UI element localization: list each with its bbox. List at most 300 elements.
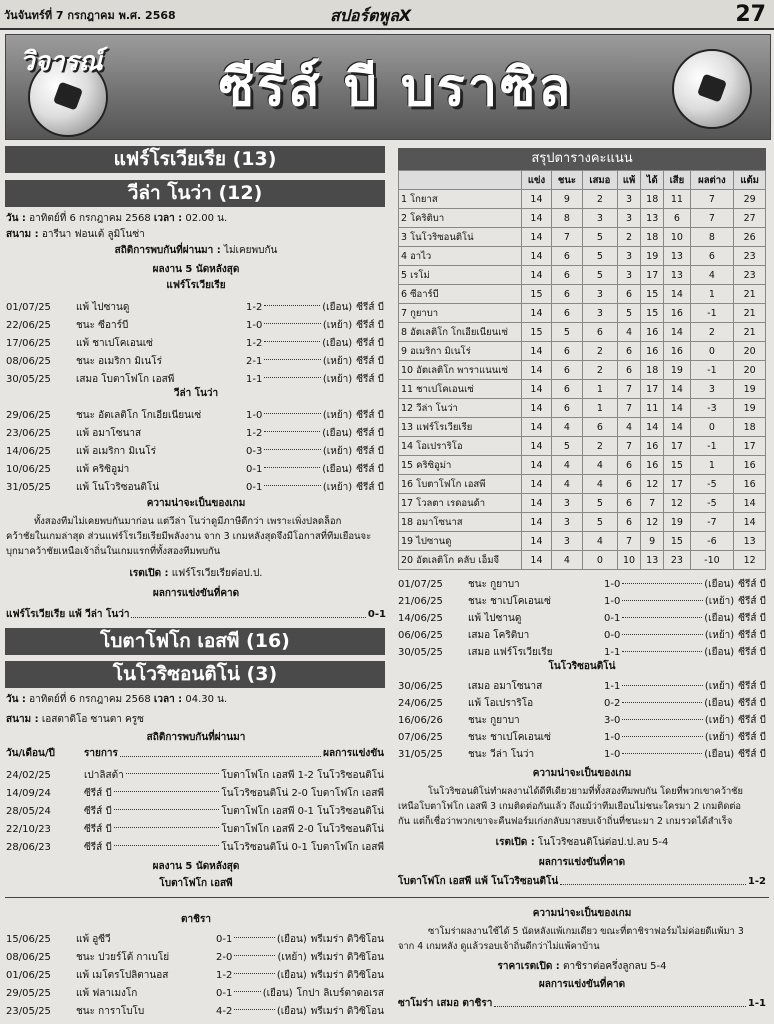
- result-venue: (เหย้า): [322, 481, 353, 493]
- standings-cell: 14: [664, 323, 690, 342]
- standings-cell: 6: [551, 342, 582, 361]
- standings-cell: 14: [734, 494, 766, 513]
- standings-cell: 20: [734, 342, 766, 361]
- standings-cell: 13: [664, 247, 690, 266]
- h2h-date: 22/10/23: [6, 823, 51, 835]
- result-date: 30/06/25: [398, 681, 443, 692]
- result-opponent: แพ้ อูซีวี: [76, 933, 111, 945]
- banner-subtitle: วิจารณ์: [20, 47, 103, 77]
- standings-cell: 14: [522, 304, 552, 323]
- result-score: 0-2: [604, 698, 621, 709]
- h2h-competition: ซีรีส์ บี: [84, 805, 112, 817]
- standings-cell: 3: [551, 513, 582, 532]
- result-row: [398, 712, 766, 729]
- standings-cell: 18: [734, 418, 766, 437]
- result-league: ซีรีส์ บี: [356, 337, 384, 349]
- result-venue: (เยือน): [322, 427, 353, 439]
- standings-cell: 14: [522, 456, 552, 475]
- standings-team: 17 โวลตา เรดอนด้า: [399, 494, 522, 513]
- result-venue: (เหย้า): [322, 445, 353, 457]
- standings-cell: 5: [551, 437, 582, 456]
- h2h-competition: ซีรีส์ บี: [84, 823, 112, 835]
- standings-cell: 14: [734, 513, 766, 532]
- result-venue: (เหย้า): [322, 319, 353, 331]
- result-date: 29/05/25: [6, 987, 51, 999]
- result-venue: (เหย้า): [322, 355, 353, 367]
- result-opponent: แพ้ เมโตรโปลิตานอส: [76, 969, 169, 981]
- standings-title: สรุปตารางคะแนน: [398, 148, 766, 170]
- standings-cell: 4: [551, 551, 582, 570]
- result-venue: (เยือน): [322, 463, 353, 475]
- standings-cell: 15: [641, 285, 664, 304]
- h2h-leader: [114, 827, 220, 828]
- result-league: ซีรีส์ บี: [356, 427, 384, 439]
- result-leader: [622, 736, 703, 737]
- standings-cell: 1: [690, 456, 734, 475]
- standings-cell: 14: [522, 437, 552, 456]
- standings-team: 3 โนโวริซอนติโน่: [399, 228, 522, 247]
- standings-cell: 14: [522, 190, 552, 209]
- result-date: 14/06/25: [6, 445, 51, 457]
- match1-h2h: สถิติการพบกันที่ผ่านมา : ไม่เคยพบกัน: [114, 245, 278, 256]
- result-score: 4-2: [216, 1005, 233, 1017]
- result-venue: (เหย้า): [322, 373, 353, 385]
- result-row: [6, 1002, 384, 1020]
- h2h-row: [6, 784, 384, 802]
- standings-cell: 14: [522, 513, 552, 532]
- standings-cell: 12: [734, 551, 766, 570]
- standings-cell: 7: [617, 532, 640, 551]
- h2h-date: 24/02/25: [6, 769, 51, 781]
- result-opponent: เสมอ โบตาโฟโก เอสพี: [76, 373, 175, 385]
- result-venue: (เหย้า): [704, 715, 735, 726]
- standings-cell: 21: [734, 285, 766, 304]
- result-row: [6, 298, 384, 316]
- standings-cell: 7: [617, 399, 640, 418]
- standings-cell: 14: [522, 342, 552, 361]
- result-score: 3-0: [604, 715, 621, 726]
- result-date: 31/05/25: [398, 749, 443, 760]
- result-score: 0-1: [604, 613, 621, 624]
- standings-cell: 2: [582, 190, 617, 209]
- standings-cell: 5: [551, 323, 582, 342]
- standings-cell: 4: [551, 475, 582, 494]
- result-opponent: ชนะ ซีอาร์บี: [76, 319, 129, 331]
- result-score: 1-0: [604, 749, 621, 760]
- standings-cell: 14: [522, 380, 552, 399]
- result-opponent: เสมอ แฟร์โรเวียเรีย: [468, 647, 553, 658]
- result-leader: [622, 583, 702, 584]
- match2-away-bar: โนโวริซอนติโน่ (3): [5, 661, 385, 688]
- result-league: ซีรีส์ บี: [356, 319, 384, 331]
- result-league: ซีรีส์ บี: [356, 409, 384, 421]
- standings-cell: 5: [582, 228, 617, 247]
- standings-table: [398, 170, 766, 570]
- standings-cell: 6: [617, 456, 640, 475]
- standings-cell: 16: [641, 342, 664, 361]
- result-opponent: แพ้ อเมริกา มิเนโร่: [76, 445, 157, 457]
- standings-cell: 16: [641, 437, 664, 456]
- standings-cell: 26: [734, 228, 766, 247]
- standings-cell: 13: [734, 532, 766, 551]
- standings-cell: 14: [664, 399, 690, 418]
- standings-cell: 3: [617, 190, 640, 209]
- result-score: 0-1: [216, 987, 233, 999]
- result-league: ซีรีส์ บี: [356, 355, 384, 367]
- result-date: 17/06/25: [6, 337, 51, 349]
- result-leader: [622, 719, 703, 720]
- h2h-row: [6, 802, 384, 820]
- result-leader: [264, 413, 321, 414]
- standings-row: [399, 228, 766, 247]
- standings-row: [399, 342, 766, 361]
- h2h-result: โบตาโฟโก เอสพี 0-1 โนโวริซอนติโน่: [221, 805, 384, 817]
- match2-rate: เรตเปิด : โนโวริซอนติโน่ต่อป.ป.ลบ 5-4: [495, 837, 669, 848]
- h2h-result: โบตาโฟโก เอสพี 1-2 โนโวริซอนติโน่: [221, 769, 384, 781]
- standings-cell: -1: [690, 304, 734, 323]
- standings-cell: 21: [734, 323, 766, 342]
- standings-cell: 3: [690, 380, 734, 399]
- standings-cell: 16: [664, 304, 690, 323]
- standings-cell: 6: [690, 247, 734, 266]
- soccer-ball-icon: [672, 49, 752, 129]
- standings-cell: 14: [664, 285, 690, 304]
- result-score: 1-2: [216, 969, 233, 981]
- brand-logo: สปอร์ตพูลX: [330, 6, 412, 25]
- result-venue: (เยือน): [276, 1005, 307, 1017]
- result-score: 1-0: [604, 732, 621, 743]
- standings-cell: 6: [617, 361, 640, 380]
- result-league: พรีเมร่า ดิวิซิโอน: [310, 1005, 384, 1017]
- result-row: [398, 746, 766, 763]
- standings-team: 14 โอเปราริโอ: [399, 437, 522, 456]
- result-venue: (เยือน): [704, 749, 735, 760]
- result-opponent: ชนะ ปวยร์โต้ กาเบโย่: [76, 951, 170, 963]
- result-row: [398, 593, 766, 610]
- match1-teamA-name: แฟร์โรเวียเรีย: [166, 280, 226, 291]
- result-leader: [264, 341, 320, 342]
- standings-row: [399, 209, 766, 228]
- standings-cell: 23: [734, 266, 766, 285]
- result-leader: [264, 305, 320, 306]
- standings-cell: 14: [522, 228, 552, 247]
- result-opponent: แพ้ ไปซานดู: [468, 613, 522, 624]
- result-league: โกปา ลิเบร์ตาดอเรส: [296, 987, 384, 999]
- standings-col-header: เสมอ: [582, 171, 617, 190]
- standings-cell: 5: [582, 513, 617, 532]
- result-leader: [622, 702, 702, 703]
- match2-home-bar: โบตาโฟโก เอสพี (16): [5, 628, 385, 655]
- result-leader: [622, 651, 702, 652]
- standings-cell: -7: [690, 513, 734, 532]
- standings-cell: 3: [551, 532, 582, 551]
- result-row: [6, 442, 384, 460]
- result-leader: [234, 955, 275, 956]
- result-leader: [234, 991, 260, 992]
- standings-cell: 6: [617, 513, 640, 532]
- standings-cell: 5: [582, 494, 617, 513]
- standings-col-header: ผลต่าง: [690, 171, 734, 190]
- standings-team: 5 เรโม่: [399, 266, 522, 285]
- result-score: 1-1: [604, 647, 621, 658]
- h2h-result: โนโวริซอนติโน่ 2-0 โบตาโฟโก เอสพี: [221, 787, 384, 799]
- standings-cell: 3: [617, 266, 640, 285]
- banner-title: ซีรีส์ บี บราซิล: [218, 58, 574, 118]
- match1-venue: สนาม : อารีนา ฟอนเต้ ลูมิโนซ่า: [6, 229, 145, 240]
- standings-cell: 18: [641, 361, 664, 380]
- standings-team: 10 อัตเลติโก พาราแนนเซ่: [399, 361, 522, 380]
- standings-row: [399, 475, 766, 494]
- result-venue: (เยือน): [276, 933, 307, 945]
- result-venue: (เหย้า): [704, 732, 735, 743]
- match1-teamB-name: วีล่า โนว่า: [173, 388, 219, 399]
- standings-cell: 19: [664, 361, 690, 380]
- standings-cell: 5: [582, 266, 617, 285]
- match3-analysis: ซาโมร่าผลงานใช้ได้ 5 นัดหลังแพ้เกมเดียว ขณะที่ตาชิราฟอร์มไม่ค่อยดีแพ้มา 3 จาก 4 เกมหลัง ดูแล้วรอบเจ้าถิ่นดีกว่าไม่แพ้คาบ้าน: [398, 926, 744, 952]
- result-league: ซีรีส์ บี: [738, 630, 766, 641]
- standings-cell: 17: [734, 437, 766, 456]
- result-row: [6, 478, 384, 496]
- standings-cell: 1: [582, 380, 617, 399]
- result-leader: [264, 485, 321, 486]
- result-league: ซีรีส์ บี: [356, 463, 384, 475]
- result-score: 2-0: [216, 951, 233, 963]
- standings-cell: 23: [664, 551, 690, 570]
- match3-team-name: ตาชิรา: [181, 914, 211, 925]
- result-date: 22/06/25: [6, 319, 51, 331]
- standings-team: 18 อมาโซนาส: [399, 513, 522, 532]
- result-venue: (เยือน): [704, 647, 735, 658]
- result-venue: (เยือน): [704, 613, 735, 624]
- standings-cell: 14: [664, 380, 690, 399]
- standings-cell: 6: [617, 475, 640, 494]
- result-venue: (เหย้า): [704, 681, 735, 692]
- result-score: 0-0: [604, 630, 621, 641]
- standings-cell: 16: [641, 323, 664, 342]
- standings-header-row: [399, 171, 766, 190]
- standings-row: [399, 551, 766, 570]
- standings-cell: 9: [551, 190, 582, 209]
- standings-row: [399, 456, 766, 475]
- standings-cell: 11: [641, 399, 664, 418]
- standings-cell: 0: [690, 342, 734, 361]
- standings-cell: 1: [690, 285, 734, 304]
- match3-predict-title: ผลการแข่งขันที่คาด: [538, 979, 626, 990]
- standings-cell: 6: [551, 304, 582, 323]
- standings-cell: 19: [664, 513, 690, 532]
- standings-cell: 4: [582, 475, 617, 494]
- result-score: 0-1: [246, 481, 263, 493]
- standings-row: [399, 190, 766, 209]
- standings-cell: 0: [582, 551, 617, 570]
- h2h-result: โนโวริซอนติโน่ 0-1 โบตาโฟโก เอสพี: [221, 841, 384, 853]
- result-row: [6, 316, 384, 334]
- result-league: ซีรีส์ บี: [356, 301, 384, 313]
- standings-cell: 12: [641, 513, 664, 532]
- result-date: 24/06/25: [398, 698, 443, 709]
- result-leader: [264, 467, 320, 468]
- result-date: 30/05/25: [6, 373, 51, 385]
- standings-cell: -1: [690, 437, 734, 456]
- result-row: [6, 406, 384, 424]
- result-row: [398, 627, 766, 644]
- standings-cell: 14: [664, 418, 690, 437]
- result-score: 1-1: [246, 373, 263, 385]
- standings-col-header: แข่ง: [522, 171, 552, 190]
- standings-cell: 3: [582, 285, 617, 304]
- section-divider: [5, 897, 769, 898]
- standings-cell: 7: [641, 494, 664, 513]
- result-score: 1-1: [604, 681, 621, 692]
- result-row: [398, 610, 766, 627]
- result-row: [6, 930, 384, 948]
- result-league: พรีเมร่า ดิวิซิโอน: [310, 951, 384, 963]
- standings-team: 12 วีล่า โนว่า: [399, 399, 522, 418]
- standings-cell: 13: [664, 266, 690, 285]
- result-league: ซีรีส์ บี: [738, 596, 766, 607]
- match2-h2h-rows: [6, 766, 384, 856]
- result-opponent: แพ้ ชาเปโคเอนเซ่: [76, 337, 153, 349]
- standings-cell: 16: [641, 456, 664, 475]
- result-venue: (เยือน): [322, 337, 353, 349]
- standings-team: 8 อัตเลติโก โกเอียเนียนเซ่: [399, 323, 522, 342]
- result-leader: [264, 449, 321, 450]
- result-date: 23/06/25: [6, 427, 51, 439]
- standings-cell: 14: [522, 361, 552, 380]
- match2-predict: โบตาโฟโก เอสพี แพ้ โนโวริซอนติโน่ 1-2: [398, 876, 766, 887]
- standings-cell: 12: [664, 494, 690, 513]
- match3-results: [6, 930, 384, 1020]
- result-league: พรีเมร่า ดิวิซิโอน: [310, 933, 384, 945]
- h2h-date: 28/06/23: [6, 841, 51, 853]
- result-league: ซีรีส์ บี: [356, 445, 384, 457]
- standings-col-header: แพ้: [617, 171, 640, 190]
- match3-predict: ซาโมร่า เสมอ ตาชิรา 1-1: [398, 998, 766, 1009]
- result-leader: [622, 634, 703, 635]
- standings-row: [399, 437, 766, 456]
- result-row: [398, 644, 766, 661]
- result-leader: [234, 937, 274, 938]
- standings-cell: 8: [551, 209, 582, 228]
- standings-cell: 2: [617, 228, 640, 247]
- result-opponent: เสมอ โคริติบา: [468, 630, 530, 641]
- result-date: 31/05/25: [6, 481, 51, 493]
- result-leader: [622, 617, 702, 618]
- standings-cell: 14: [522, 494, 552, 513]
- page-number: 27: [735, 2, 766, 27]
- result-leader: [622, 685, 703, 686]
- standings-cell: 3: [617, 247, 640, 266]
- standings-row: [399, 399, 766, 418]
- standings-row: [399, 304, 766, 323]
- standings-row: [399, 418, 766, 437]
- standings-team-header: [399, 171, 522, 190]
- h2h-leader: [126, 773, 220, 774]
- standings-cell: 7: [690, 190, 734, 209]
- result-venue: (เหย้า): [277, 951, 307, 963]
- h2h-competition: ซีรีส์ บี: [84, 787, 112, 799]
- standings-cell: 15: [664, 532, 690, 551]
- standings-cell: -6: [690, 532, 734, 551]
- result-date: 30/05/25: [398, 647, 443, 658]
- match1-when: วัน : อาทิตย์ที่ 6 กรกฎาคม 2568 เวลา : 02.00 น.: [6, 213, 228, 224]
- result-league: ซีรีส์ บี: [356, 373, 384, 385]
- standings-cell: -3: [690, 399, 734, 418]
- h2h-leader: [114, 791, 220, 792]
- standings-cell: 6: [551, 361, 582, 380]
- match1-teamB-results: [6, 406, 384, 496]
- result-score: 0-3: [246, 445, 263, 457]
- standings-cell: -1: [690, 361, 734, 380]
- standings-cell: 6: [551, 266, 582, 285]
- match1-last5-title: ผลงาน 5 นัดหลังสุด: [152, 264, 240, 275]
- standings-cell: 3: [582, 209, 617, 228]
- standings-cell: 4: [582, 532, 617, 551]
- result-date: 29/06/25: [6, 409, 51, 421]
- standings-cell: 3: [582, 304, 617, 323]
- standings-cell: 13: [641, 551, 664, 570]
- standings-cell: 19: [734, 380, 766, 399]
- result-score: 1-0: [604, 579, 621, 590]
- result-leader: [264, 323, 321, 324]
- standings-cell: 10: [664, 228, 690, 247]
- result-opponent: ชนะ การาโบโบ: [76, 1005, 145, 1017]
- standings-cell: 18: [641, 190, 664, 209]
- result-score: 1-0: [246, 319, 263, 331]
- standings-cell: 15: [641, 304, 664, 323]
- match2-teamA-results: [398, 576, 766, 661]
- result-venue: (เยือน): [704, 698, 735, 709]
- result-league: ซีรีส์ บี: [738, 715, 766, 726]
- standings-row: [399, 361, 766, 380]
- result-row: [398, 729, 766, 746]
- standings-cell: 20: [734, 361, 766, 380]
- result-venue: (เยือน): [322, 301, 353, 313]
- result-date: 14/06/25: [398, 613, 443, 624]
- result-date: 16/06/26: [398, 715, 443, 726]
- standings-cell: 21: [734, 304, 766, 323]
- standings-cell: 17: [664, 437, 690, 456]
- match1-analysis: ทั้งสองทีมไม่เคยพบกันมาก่อน แต่วีล่า โนว่าดูมีภาษีดีกว่า เพราะเพิ่งปลดล็อก คว้าชัยในเกมล่าสุด ส่วนแฟร์โรเวียเรียมีพลังงาน จาก 3 เกมหลังสุดจึงมีโอกาสที่ทีมเยือนจะ บุกมาคว้าชัยเหนือเจ้าถิ่นในเกมแรกที่ทั้งสองทีมพบกัน: [6, 516, 372, 557]
- standings-cell: -5: [690, 475, 734, 494]
- result-date: 01/07/25: [398, 579, 443, 590]
- standings-cell: 19: [734, 399, 766, 418]
- result-row: [6, 352, 384, 370]
- standings-cell: 4: [617, 418, 640, 437]
- standings-cell: 6: [582, 323, 617, 342]
- result-venue: (เยือน): [704, 579, 735, 590]
- standings-cell: 9: [641, 532, 664, 551]
- standings-cell: 27: [734, 209, 766, 228]
- standings-col-header: ได้: [641, 171, 664, 190]
- result-score: 2-1: [246, 355, 263, 367]
- result-row: [6, 966, 384, 984]
- result-leader: [234, 1009, 274, 1010]
- standings-team: 7 กูยาบา: [399, 304, 522, 323]
- result-venue: (เยือน): [262, 987, 293, 999]
- standings-cell: 4: [690, 266, 734, 285]
- standings-cell: 6: [617, 342, 640, 361]
- standings-cell: 6: [551, 380, 582, 399]
- standings-row: [399, 285, 766, 304]
- result-venue: (เหย้า): [322, 409, 353, 421]
- result-date: 06/06/25: [398, 630, 443, 641]
- standings-cell: 7: [690, 209, 734, 228]
- result-opponent: แพ้ โนโวริซอนติโน่: [76, 481, 160, 493]
- result-row: [398, 576, 766, 593]
- standings-row: [399, 380, 766, 399]
- h2h-date: 28/05/24: [6, 805, 51, 817]
